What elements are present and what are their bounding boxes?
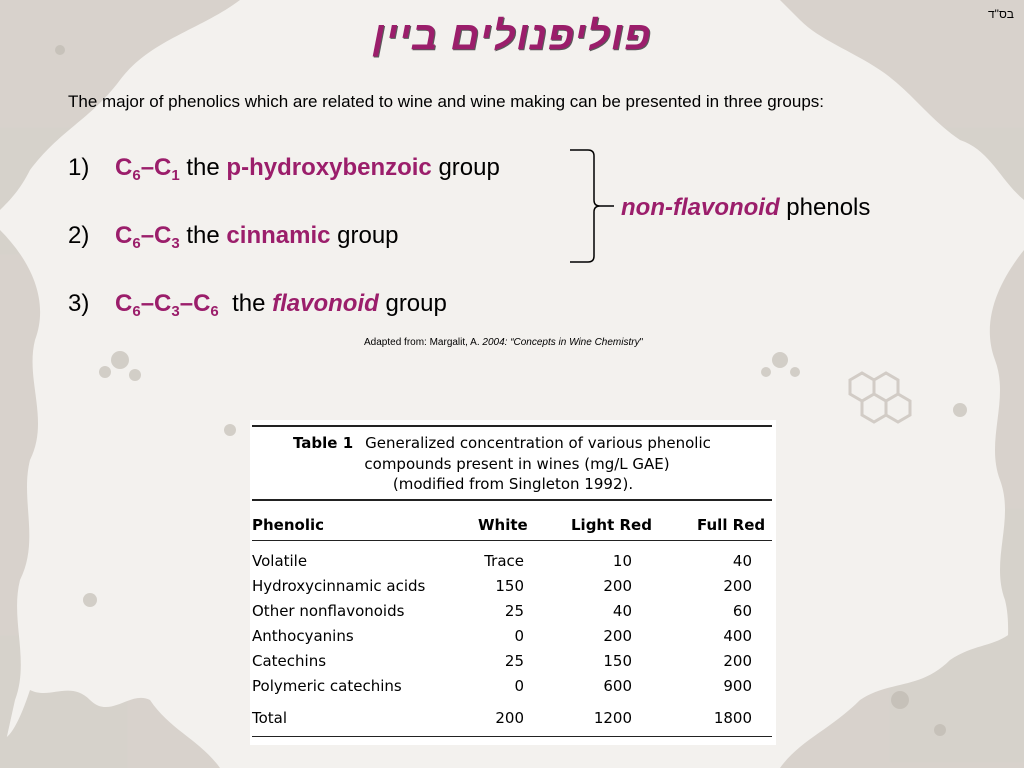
- table-cell: 600: [603, 677, 632, 695]
- table-cell: 1200: [593, 709, 632, 727]
- citation: Adapted from: Margalit, A. 2004: “Concepts in Wine Chemistry": [364, 337, 644, 348]
- non-flavonoid-label: non-flavonoid phenols: [621, 194, 871, 221]
- table-rule: [252, 540, 772, 541]
- formula: $C_6-C_3$: [115, 222, 180, 252]
- table-rule: [252, 425, 772, 427]
- table-rule: [252, 499, 772, 501]
- brace: [568, 148, 618, 266]
- corner-mark: בס"ד: [988, 7, 1014, 21]
- table-cell: 900: [723, 677, 752, 695]
- table-cell: 40: [732, 552, 752, 570]
- table-cell: Catechins: [252, 652, 327, 670]
- page-title: פוליפנולים ביין: [372, 14, 652, 58]
- column-header: Phenolic: [252, 516, 325, 534]
- table-cell: 200: [723, 577, 752, 595]
- group-item-2: 2) $C_6-C_3$ the cinnamic group: [68, 222, 399, 252]
- table-rule: [252, 736, 772, 737]
- group-name: p-hydroxybenzoic: [226, 154, 432, 181]
- table-caption: (modified from Singleton 1992).: [392, 475, 634, 493]
- group-item-3: 3) $C_6-C_3-C_6$ the flavonoid group: [68, 290, 447, 320]
- table-cell: 200: [603, 627, 632, 645]
- table-cell: 1800: [713, 709, 752, 727]
- table-cell: 400: [723, 627, 752, 645]
- table-caption: Table 1 Generalized concentration of various phenolic: [293, 434, 711, 452]
- item-number: 2): [68, 222, 90, 249]
- table-label: Table 1: [293, 434, 354, 452]
- table-cell: 150: [603, 652, 632, 670]
- table-cell: 10: [612, 552, 632, 570]
- column-header: White: [478, 516, 528, 534]
- table-cell: Trace: [484, 552, 524, 570]
- column-header: Light Red: [571, 516, 652, 534]
- table-cell: 0: [514, 677, 524, 695]
- table-cell: Total: [252, 709, 288, 727]
- item-number: 3): [68, 290, 90, 317]
- table-cell: Other nonflavonoids: [252, 602, 405, 620]
- table-cell: 25: [504, 652, 524, 670]
- table-cell: 0: [514, 627, 524, 645]
- table-cell: 150: [495, 577, 524, 595]
- table-cell: 25: [504, 602, 524, 620]
- table-caption: compounds present in wines (mg/L GAE): [364, 455, 670, 473]
- column-header: Full Red: [697, 516, 766, 534]
- table-cell: Anthocyanins: [252, 627, 354, 645]
- item-number: 1): [68, 154, 90, 181]
- table-cell: Volatile: [252, 552, 308, 570]
- table-cell: 200: [495, 709, 524, 727]
- formula: $C_6-C_3-C_6$: [115, 290, 219, 320]
- table-cell: 200: [723, 652, 752, 670]
- table-cell: 200: [603, 577, 632, 595]
- table-cell: Hydroxycinnamic acids: [252, 577, 426, 595]
- table-cell: 40: [612, 602, 632, 620]
- group-name: cinnamic: [226, 222, 331, 249]
- formula: $C_6-C_1$: [115, 154, 180, 184]
- group-item-1: 1) $C_6-C_1$ the p-hydroxybenzoic group: [68, 154, 500, 184]
- table-cell: Polymeric catechins: [252, 677, 402, 695]
- table-cell: 60: [732, 602, 752, 620]
- phenolic-table: [250, 420, 776, 745]
- group-name: flavonoid: [272, 290, 379, 317]
- intro-text: The major of phenolics which are related to wine and wine making can be presented in three groups:: [68, 92, 824, 111]
